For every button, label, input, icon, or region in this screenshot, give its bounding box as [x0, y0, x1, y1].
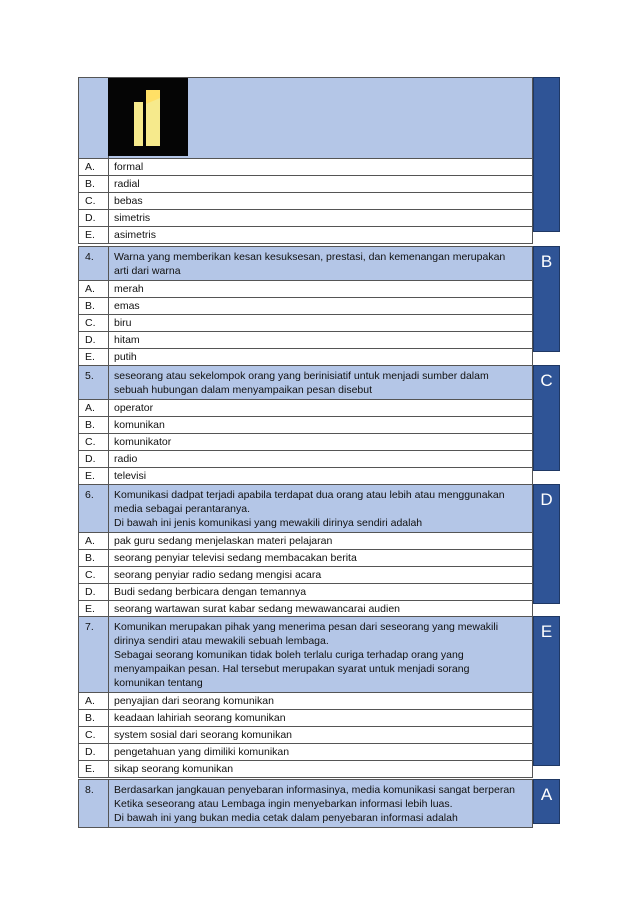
option-text: seorang penyiar televisi sedang membacakan berita [114, 552, 357, 564]
question-table [78, 246, 533, 366]
question-row [79, 485, 532, 533]
question-text [109, 485, 532, 532]
question-text-line: media sebagai perantaranya. [114, 503, 251, 515]
answer-key-bar [533, 484, 560, 604]
option-label: A. [79, 159, 109, 175]
option-text: komunikan [114, 419, 165, 431]
option-label: D. [79, 584, 109, 600]
option-text: merah [114, 283, 144, 295]
question-table [78, 484, 533, 618]
option-text: Budi sedang berbicara dengan temannya [114, 586, 307, 598]
question-number: 8. [79, 780, 109, 827]
option-row[interactable] [79, 584, 532, 601]
question-table [78, 616, 533, 778]
question-text-line: Ketika seseorang atau Lembaga ingin menyebarkan informasi lebih luas. [114, 798, 453, 810]
option-label: B. [79, 298, 109, 314]
option-row[interactable] [79, 400, 532, 417]
option-row[interactable] [79, 468, 532, 485]
question-text-line: menyampaikan pesan. Hal tersebut merupakan syarat untuk menjadi sorang [114, 663, 470, 675]
option-label: C. [79, 727, 109, 743]
option-label: D. [79, 451, 109, 467]
option-label: B. [79, 417, 109, 433]
option-row[interactable] [79, 315, 532, 332]
option-row[interactable] [79, 550, 532, 567]
answer-key-letter: E [540, 622, 553, 641]
question-text [109, 247, 532, 280]
option-text: radial [114, 178, 140, 190]
image-row [79, 78, 532, 159]
question-text [109, 366, 532, 399]
question-table [78, 365, 533, 485]
option-row[interactable] [79, 533, 532, 550]
option-text: system sosial dari seorang komunikan [114, 729, 292, 741]
option-row[interactable] [79, 210, 532, 227]
option-row[interactable] [79, 434, 532, 451]
option-text: pengetahuan yang dimiliki komunikan [114, 746, 290, 758]
option-label: C. [79, 315, 109, 331]
answer-key-bar [533, 365, 560, 471]
answer-key-bar [533, 77, 560, 232]
question-row [79, 366, 532, 400]
answer-key-bar [533, 616, 560, 766]
option-text: asimetris [114, 229, 157, 241]
option-text: biru [114, 317, 132, 329]
question-text [109, 617, 532, 692]
option-label: E. [79, 761, 109, 777]
option-row[interactable] [79, 567, 532, 584]
question-row [79, 617, 532, 693]
option-row[interactable] [79, 281, 532, 298]
option-row[interactable] [79, 451, 532, 468]
question-block [78, 365, 560, 485]
option-text: televisi [114, 470, 147, 482]
question-table [78, 779, 533, 828]
option-text: radio [114, 453, 138, 465]
option-row[interactable] [79, 298, 532, 315]
option-label: B. [79, 710, 109, 726]
question-block [78, 77, 560, 244]
option-row[interactable] [79, 176, 532, 193]
option-row[interactable] [79, 710, 532, 727]
question-number: 6. [79, 485, 109, 532]
option-text: simetris [114, 212, 151, 224]
option-text: bebas [114, 195, 143, 207]
question-block [78, 484, 560, 618]
option-text: emas [114, 300, 140, 312]
option-row[interactable] [79, 159, 532, 176]
answer-key-letter: D [540, 490, 553, 509]
option-row[interactable] [79, 193, 532, 210]
question-text-line: Berdasarkan jangkauan penyebaran informasinya, media komunikasi sangat berperan [114, 784, 515, 796]
option-label: A. [79, 400, 109, 416]
option-text: hitam [114, 334, 140, 346]
option-text: penyajian dari seorang komunikan [114, 695, 274, 707]
option-row[interactable] [79, 349, 532, 366]
option-label: D. [79, 332, 109, 348]
option-label: A. [79, 693, 109, 709]
option-row[interactable] [79, 332, 532, 349]
question-text [109, 780, 532, 827]
option-label: A. [79, 533, 109, 549]
option-label: D. [79, 744, 109, 760]
option-label: E. [79, 601, 109, 617]
option-text: seorang wartawan surat kabar sedang mewawancarai audien [114, 603, 401, 615]
question-text-line: komunikan tentang [114, 677, 203, 689]
question-text-line: sebuah hubungan dalam menyampaikan pesan disebut [114, 384, 373, 396]
option-label: A. [79, 281, 109, 297]
option-text: komunikator [114, 436, 172, 448]
building-pillar-icon [108, 78, 188, 156]
answer-key-letter: B [540, 252, 553, 271]
answer-key-bar [533, 779, 560, 824]
option-text: keadaan lahiriah seorang komunikan [114, 712, 286, 724]
question-text-line: Di bawah ini jenis komunikasi yang mewakili dirinya sendiri adalah [114, 517, 423, 529]
question-text-line: Warna yang memberikan kesan kesuksesan, prestasi, dan kemenangan merupakan [114, 251, 506, 263]
image-cell [109, 78, 532, 158]
question-text-line: Sebagai seorang komunikan tidak boleh terlalu curiga terhadap orang yang [114, 649, 464, 661]
option-row[interactable] [79, 727, 532, 744]
option-text: formal [114, 161, 144, 173]
question-number: 5. [79, 366, 109, 399]
option-row[interactable] [79, 761, 532, 778]
option-label: E. [79, 349, 109, 365]
question-text-line: seseorang atau sekelompok orang yang berinisiatif untuk menjadi sumber dalam [114, 370, 489, 382]
question-block [78, 779, 560, 828]
question-block [78, 616, 560, 778]
question-text-line: dirinya sendiri atau mewakili sebuah lembaga. [114, 635, 329, 647]
option-label: E. [79, 227, 109, 243]
option-text: operator [114, 402, 154, 414]
option-row[interactable] [79, 417, 532, 434]
question-text-line: arti dari warna [114, 265, 181, 277]
answer-key-letter: A [540, 785, 553, 804]
question-number: 7. [79, 617, 109, 692]
question-block [78, 246, 560, 366]
option-row[interactable] [79, 693, 532, 710]
question-table [78, 77, 533, 244]
number-cell [79, 78, 109, 158]
option-text: seorang penyiar radio sedang mengisi acara [114, 569, 322, 581]
option-label: C. [79, 193, 109, 209]
option-label: E. [79, 468, 109, 484]
option-label: B. [79, 550, 109, 566]
option-label: B. [79, 176, 109, 192]
option-label: C. [79, 434, 109, 450]
option-row[interactable] [79, 227, 532, 244]
question-row [79, 780, 532, 828]
option-label: C. [79, 567, 109, 583]
option-label: D. [79, 210, 109, 226]
option-text: pak guru sedang menjelaskan materi pelajaran [114, 535, 333, 547]
answer-key-letter: C [540, 371, 553, 390]
answer-key-bar [533, 246, 560, 352]
question-number: 4. [79, 247, 109, 280]
option-text: sikap seorang komunikan [114, 763, 234, 775]
option-text: putih [114, 351, 137, 363]
option-row[interactable] [79, 744, 532, 761]
question-row [79, 247, 532, 281]
question-text-line: Di bawah ini yang bukan media cetak dalam penyebaran informasi adalah [114, 812, 458, 824]
question-text-line: Komunikasi dadpat terjadi apabila terdapat dua orang atau lebih atau menggunakan [114, 489, 505, 501]
question-text-line: Komunikan merupakan pihak yang menerima pesan dari seseorang yang mewakili [114, 621, 499, 633]
